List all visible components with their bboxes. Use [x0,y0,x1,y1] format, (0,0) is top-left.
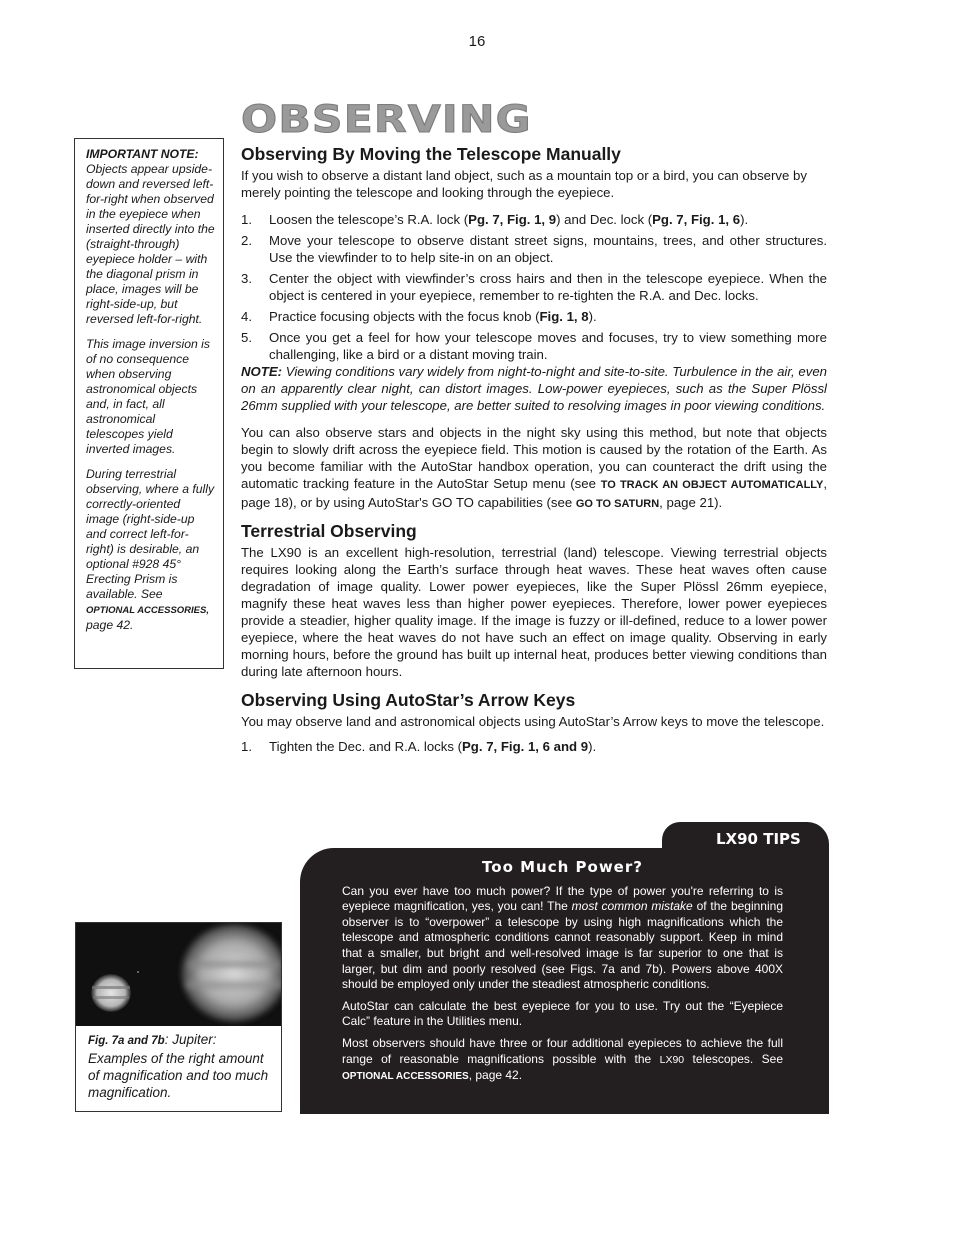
arrow-step-1: 1. Tighten the Dec. and R.A. locks (Pg. 7, Fig. 1, 6 and 9). [241,739,597,754]
manual-intro: If you wish to observe a distant land object, such as a mountain top or a bird, you can observe by merely pointing the telescope and looking through the eyepiece. [241,168,807,200]
viewing-note: NOTE: Viewing conditions vary widely from night-to-night and site-to-site. Turbulence in the air, even on an apparently clear night, can distort images. Low-power eyepieces, such as the Super Plössl 26mm supplied with your telescope, are better suited to resolving images in poor viewing conditions. [241,364,827,413]
ref-go-to-saturn: GO TO SATURN [575,498,660,510]
page-number: 16 [468,33,486,50]
note-text-1: Objects appear upside-down and reversed left-for-right when observed in the eyepiece when inserted directly into the (straight-through) eyepiece holder – with the diagonal prism in place, images will be right-side-up, but reversed left-for-right. [86,162,215,326]
note-page-ref: page 42. [86,618,134,632]
tips-reference: OPTIONAL ACCESSORIES [342,1071,469,1083]
terrestrial-text: The LX90 is an excellent high-resolution, terrestrial (land) telescope. Viewing terrestrial objects requires looking along the Earth’s surface through heat waves. These heat waves often cause degradation of image quality. Lower power eyepieces, like the Super Plössl 26mm eyepiece, magnify these heat waves less than higher power eyepieces. Therefore, lower power eyepieces provide a steadier, higher quality image. If the image is fuzzy or ill-defined, reduce to a lower power eyepiece, where the heat waves do not have such an effect on image quality. Observing in early morning hours, before the ground has built up internal heat, produces better viewing conditions than during late afternoon hours. [241,545,827,679]
tips-paragraph-3: Most observers should have three or four additional eyepieces to achieve the full range of reasonable magnifications possible with the LX90 telescopes. See OPTIONAL ACCESSORIES, page 42. [342,1035,783,1083]
figure-box [75,922,282,1112]
note-paragraph-1 [86,147,215,327]
note-paragraph-2: This image inversion is of no consequence when observing astronomical objects and, in fact, all astronomical telescopes yield inverted images. [86,337,210,456]
section-title: OBSERVING [241,98,532,141]
ref-track-object: TO TRACK AN OBJECT AUTOMATICALLY [600,479,824,491]
manual-steps [241,211,827,363]
heading-arrow-keys: Observing Using AutoStar’s Arrow Keys [241,690,576,710]
manual-step-3: 3. Center the object with viewfinder’s cross hairs and then in the telescope eyepiece. When the object is centered in your eyepiece, remember to re-tighten the R.A. and Dec. locks. [241,271,827,303]
important-note-sidebar [74,138,224,669]
heading-terrestrial: Terrestrial Observing [241,521,417,541]
manual-step-1: 1. Loosen the telescope’s R.A. lock (Pg. 7, Fig. 1, 9) and Dec. lock (Pg. 7, Fig. 1, 6). [241,212,749,227]
tips-paragraph-2: AutoStar can calculate the best eyepiece for you to use. Try out the “Eyepiece Calc” feature in the Utilities menu. [342,998,783,1029]
drift-paragraph: You can also observe stars and objects in the night sky using this method, but note that objects begin to slowly drift across the eyepiece field. This motion is caused by the rotation of the Earth. As you become familiar with the AutoStar handbox operation, you can counteract the drift using the automatic tracking feature in the AutoStar Setup menu (see TO TRACK AN OBJECT AUTOMATICALLY, page 18), or by using AutoStar's GO TO capabilities (see GO TO SATURN, page 21). [241,425,828,510]
tips-tab: LX90 TIPS [662,822,829,858]
arrow-keys-intro: You may observe land and astronomical objects using AutoStar’s Arrow keys to move the telescope. [241,714,825,729]
note-reference: OPTIONAL ACCESSORIES, [86,605,209,616]
manual-step-5: 5. Once you get a feel for how your telescope moves and focuses, try to view something more challenging, like a bird or a distant moving train. [241,330,827,362]
figure-label: Fig. 7a and 7b [88,1035,165,1047]
note-paragraph-3 [86,467,215,633]
note-text-3: During terrestrial observing, where a fully correctly-oriented image (right-side-up and correct left-for-right) is desirable, an optional #928 45° Erecting Prism is available. See [86,467,215,601]
manual-step-4: 4. Practice focusing objects with the focus knob (Fig. 1, 8). [241,309,597,324]
jupiter-image [76,923,281,1026]
note-label: NOTE: [241,364,283,379]
tips-paragraph-1: Can you ever have too much power? If the type of power you're referring to is eyepiece magnification, yes, you can! The most common mistake of the beginning observer is to “overpower” a telescope by using high magnifications which the telescope and atmospheric conditions cannot reasonably support. Keep in mind that a smaller, but bright and well-resolved image is far superior to one that is larger, but dim and poorly resolved (see Figs. 7a and 7b). Powers above 400X should be employed only under the steadiest atmospheric conditions. [342,883,783,992]
tips-box [300,848,829,1114]
heading-manual: Observing By Moving the Telescope Manually [241,144,621,164]
manual-step-2: 2. Move your telescope to observe distant street signs, mountains, trees, and other structures. Use the viewfinder to to help site-in on an object. [241,233,827,265]
note-heading: IMPORTANT NOTE: [86,147,199,161]
figure-caption: Fig. 7a and 7b: Jupiter: Examples of the right amount of magnification and too much magnification. [88,1032,269,1100]
jupiter-illustration [76,923,281,1026]
arrow-keys-steps [241,738,827,755]
main-content [241,143,827,755]
jupiter-small [91,974,131,1012]
tips-title: Too Much Power? [482,858,643,876]
